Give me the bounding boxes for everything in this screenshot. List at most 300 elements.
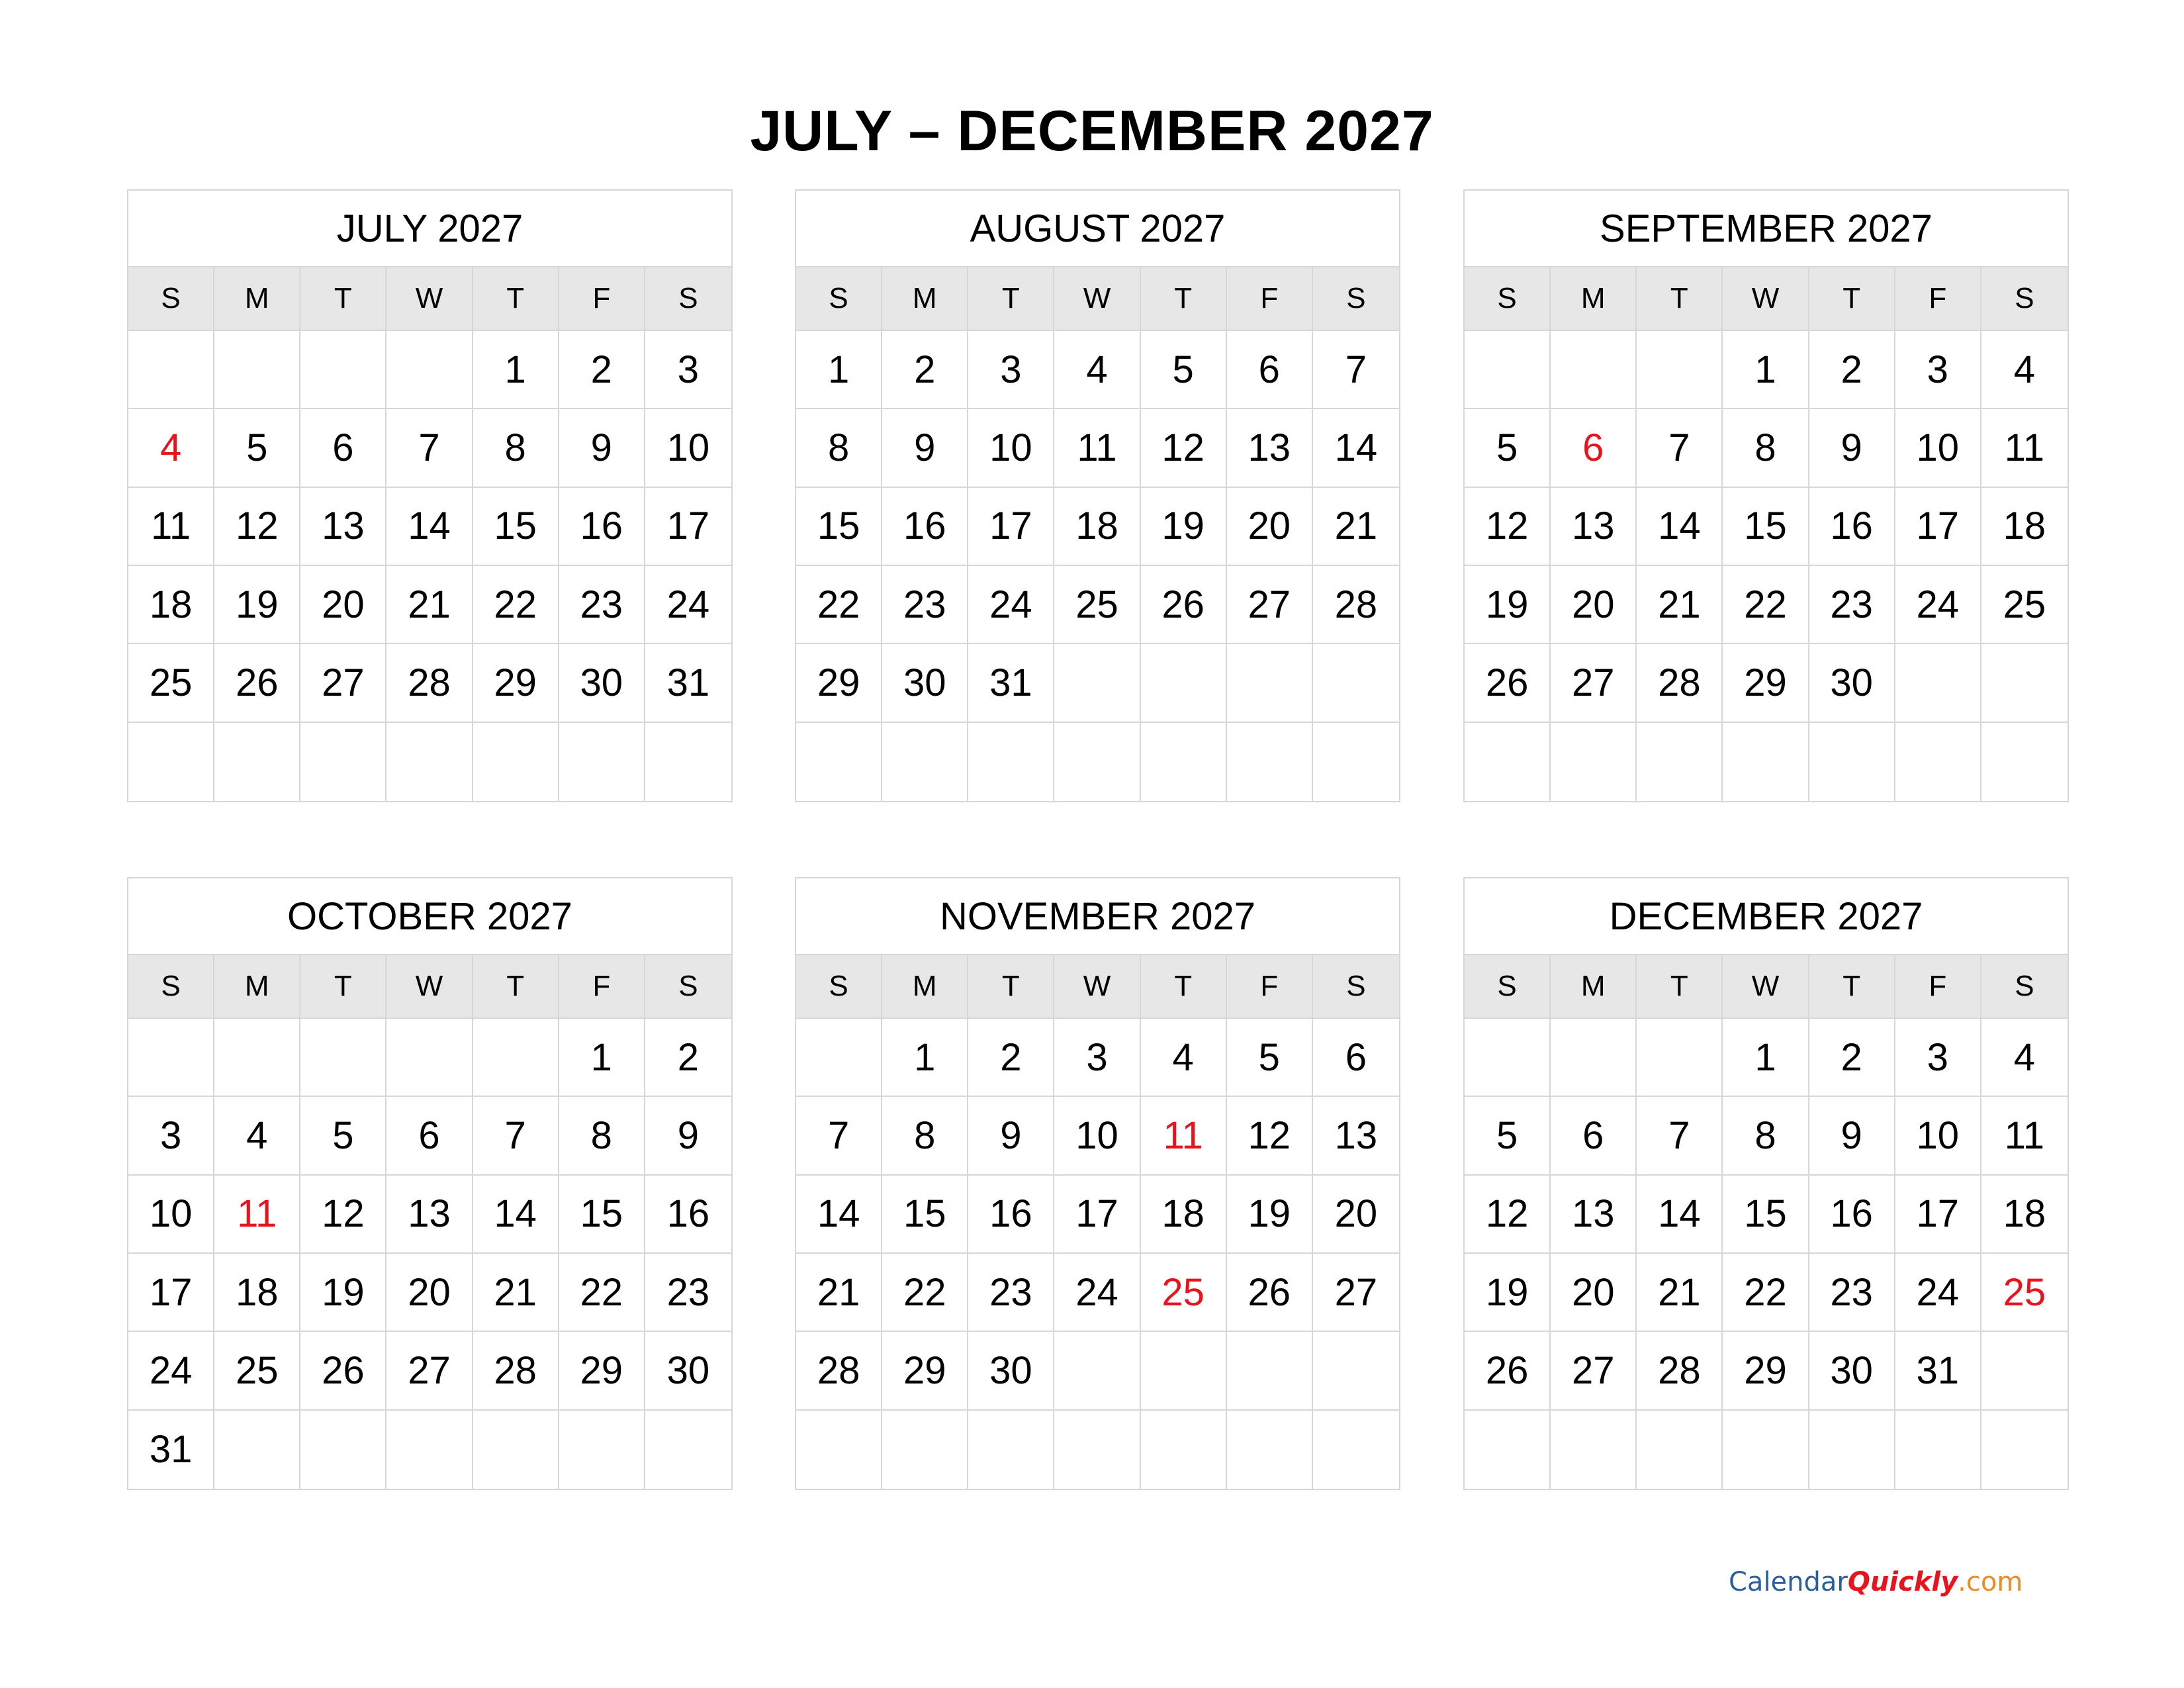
day-cell[interactable]: 31 xyxy=(645,644,731,722)
empty-day-cell xyxy=(1895,1411,1981,1489)
empty-day-cell xyxy=(214,723,300,801)
empty-day-cell xyxy=(300,723,387,801)
day-cell[interactable]: 1 xyxy=(559,1019,645,1097)
day-cell[interactable]: 25 xyxy=(1981,566,2068,644)
day-cell[interactable]: 25 xyxy=(214,1332,300,1410)
empty-day-cell xyxy=(214,1019,300,1097)
empty-day-cell xyxy=(1141,723,1227,801)
day-cell[interactable]: 31 xyxy=(1895,1332,1981,1410)
empty-day-cell xyxy=(645,723,731,801)
day-cell[interactable]: 24 xyxy=(128,1332,214,1410)
day-cell[interactable]: 13 xyxy=(387,1176,473,1254)
day-cell[interactable]: 3 xyxy=(128,1097,214,1175)
day-cell[interactable]: 19 xyxy=(300,1254,387,1332)
brand-part-quickly: Quickly xyxy=(1847,1567,1958,1597)
day-cell[interactable]: 15 xyxy=(1723,488,1809,566)
day-cell[interactable]: 31 xyxy=(968,644,1054,722)
day-cell[interactable]: 5 xyxy=(300,1097,387,1175)
day-cell[interactable]: 21 xyxy=(796,1254,882,1332)
day-cell[interactable]: 5 xyxy=(1465,1097,1551,1175)
empty-day-cell xyxy=(1465,1411,1551,1489)
weekday-label: W xyxy=(1054,267,1140,330)
day-cell[interactable]: 16 xyxy=(882,488,968,566)
day-cell[interactable]: 30 xyxy=(1809,1332,1895,1410)
day-cell[interactable]: 8 xyxy=(473,409,559,487)
day-cell[interactable]: 4 xyxy=(1981,331,2068,409)
brand-logo[interactable] xyxy=(1729,1564,2023,1601)
day-cell[interactable]: 29 xyxy=(473,644,559,722)
day-cell[interactable]: 12 xyxy=(1465,1176,1551,1254)
day-cell[interactable]: 26 xyxy=(300,1332,387,1410)
day-cell[interactable]: 18 xyxy=(1981,1176,2068,1254)
empty-day-cell xyxy=(1723,723,1809,801)
empty-day-cell xyxy=(1723,1411,1809,1489)
day-cell[interactable]: 12 xyxy=(1465,488,1551,566)
empty-day-cell xyxy=(1227,1332,1313,1410)
day-cell[interactable]: 13 xyxy=(1551,488,1637,566)
day-cell[interactable]: 7 xyxy=(1313,331,1399,409)
day-cell[interactable]: 14 xyxy=(473,1176,559,1254)
day-cell[interactable]: 24 xyxy=(645,566,731,644)
day-cell[interactable]: 13 xyxy=(1551,1176,1637,1254)
weekday-label: T xyxy=(300,955,387,1017)
day-cell[interactable]: 24 xyxy=(968,566,1054,644)
day-cell[interactable]: 30 xyxy=(882,644,968,722)
weekday-label: S xyxy=(796,267,882,330)
empty-day-cell xyxy=(387,331,473,409)
day-cell[interactable]: 7 xyxy=(1637,1097,1723,1175)
weekday-label: M xyxy=(214,955,300,1017)
day-cell[interactable]: 20 xyxy=(300,566,387,644)
weekday-label: F xyxy=(1895,267,1981,330)
month-calendar xyxy=(795,189,1400,802)
day-cell[interactable]: 2 xyxy=(882,331,968,409)
day-cell[interactable]: 21 xyxy=(473,1254,559,1332)
days-grid xyxy=(796,331,1399,801)
day-cell[interactable]: 9 xyxy=(882,409,968,487)
month-title: OCTOBER 2027 xyxy=(128,878,731,955)
day-cell[interactable]: 12 xyxy=(300,1176,387,1254)
day-cell[interactable]: 13 xyxy=(300,488,387,566)
day-cell[interactable]: 27 xyxy=(300,644,387,722)
day-cell[interactable]: 5 xyxy=(214,409,300,487)
day-cell[interactable]: 12 xyxy=(1141,409,1227,487)
empty-day-cell xyxy=(968,723,1054,801)
empty-day-cell xyxy=(1227,1411,1313,1489)
empty-day-cell xyxy=(968,1411,1054,1489)
empty-day-cell xyxy=(1227,723,1313,801)
day-cell[interactable]: 11 xyxy=(1141,1097,1227,1175)
month-title: DECEMBER 2027 xyxy=(1465,878,2068,955)
empty-day-cell xyxy=(1981,1411,2068,1489)
day-cell[interactable]: 4 xyxy=(1981,1019,2068,1097)
day-cell[interactable]: 7 xyxy=(387,409,473,487)
day-cell[interactable]: 20 xyxy=(1227,488,1313,566)
weekday-label: F xyxy=(559,955,645,1017)
month-calendar xyxy=(127,877,733,1490)
day-cell[interactable]: 18 xyxy=(1141,1176,1227,1254)
day-cell[interactable]: 21 xyxy=(1637,1254,1723,1332)
empty-day-cell xyxy=(1895,644,1981,722)
day-cell[interactable]: 12 xyxy=(1227,1097,1313,1175)
weekday-label: S xyxy=(128,267,214,330)
day-cell[interactable]: 17 xyxy=(645,488,731,566)
empty-day-cell xyxy=(1551,723,1637,801)
day-cell[interactable]: 6 xyxy=(1551,1097,1637,1175)
page-title: JULY – DECEMBER 2027 xyxy=(750,99,1434,163)
day-cell[interactable]: 2 xyxy=(1809,1019,1895,1097)
day-cell[interactable]: 23 xyxy=(559,566,645,644)
day-cell[interactable]: 7 xyxy=(1637,409,1723,487)
day-cell[interactable]: 23 xyxy=(882,566,968,644)
day-cell[interactable]: 9 xyxy=(1809,1097,1895,1175)
empty-day-cell xyxy=(1313,1411,1399,1489)
day-cell[interactable]: 24 xyxy=(1054,1254,1140,1332)
empty-day-cell xyxy=(128,331,214,409)
empty-day-cell xyxy=(1637,723,1723,801)
day-cell[interactable]: 9 xyxy=(645,1097,731,1175)
days-grid xyxy=(128,1019,731,1489)
empty-day-cell xyxy=(1313,723,1399,801)
empty-day-cell xyxy=(1465,331,1551,409)
empty-day-cell xyxy=(387,723,473,801)
empty-day-cell xyxy=(1551,1019,1637,1097)
weekday-label: M xyxy=(214,267,300,330)
day-cell[interactable]: 20 xyxy=(1551,1254,1637,1332)
empty-day-cell xyxy=(1465,723,1551,801)
day-cell[interactable]: 10 xyxy=(1054,1097,1140,1175)
day-cell[interactable]: 8 xyxy=(1723,409,1809,487)
day-cell[interactable]: 13 xyxy=(1227,409,1313,487)
day-cell[interactable]: 4 xyxy=(1141,1019,1227,1097)
weekday-label: T xyxy=(1809,267,1895,330)
day-cell[interactable]: 22 xyxy=(796,566,882,644)
day-cell[interactable]: 30 xyxy=(968,1332,1054,1410)
empty-day-cell xyxy=(1637,1411,1723,1489)
day-cell[interactable]: 19 xyxy=(1465,1254,1551,1332)
day-cell[interactable]: 26 xyxy=(1465,644,1551,722)
empty-day-cell xyxy=(559,723,645,801)
weekday-header-row xyxy=(128,267,731,331)
day-cell[interactable]: 3 xyxy=(645,331,731,409)
day-cell[interactable]: 8 xyxy=(882,1097,968,1175)
empty-day-cell xyxy=(1313,1332,1399,1410)
month-title: JULY 2027 xyxy=(128,191,731,267)
empty-day-cell xyxy=(473,723,559,801)
day-cell[interactable]: 10 xyxy=(1895,1097,1981,1175)
empty-day-cell xyxy=(128,1019,214,1097)
day-cell[interactable]: 28 xyxy=(387,644,473,722)
day-cell[interactable]: 10 xyxy=(1895,409,1981,487)
day-cell[interactable]: 15 xyxy=(1723,1176,1809,1254)
day-cell[interactable]: 10 xyxy=(968,409,1054,487)
day-cell[interactable]: 8 xyxy=(1723,1097,1809,1175)
weekday-label: W xyxy=(1723,267,1809,330)
day-cell[interactable]: 15 xyxy=(796,488,882,566)
day-cell[interactable]: 6 xyxy=(1227,331,1313,409)
day-cell[interactable]: 16 xyxy=(645,1176,731,1254)
day-cell[interactable]: 28 xyxy=(796,1332,882,1410)
day-cell[interactable]: 27 xyxy=(1227,566,1313,644)
empty-day-cell xyxy=(1809,1411,1895,1489)
day-cell[interactable]: 18 xyxy=(214,1254,300,1332)
month-title: SEPTEMBER 2027 xyxy=(1465,191,2068,267)
weekday-label: T xyxy=(1637,955,1723,1017)
weekday-label: M xyxy=(1551,955,1637,1017)
day-cell[interactable]: 28 xyxy=(473,1332,559,1410)
day-cell[interactable]: 11 xyxy=(1054,409,1140,487)
day-cell[interactable]: 28 xyxy=(1313,566,1399,644)
empty-day-cell xyxy=(300,1411,387,1489)
day-cell[interactable]: 12 xyxy=(214,488,300,566)
weekday-header-row xyxy=(1465,267,2068,331)
empty-day-cell xyxy=(882,723,968,801)
day-cell[interactable]: 17 xyxy=(968,488,1054,566)
day-cell[interactable]: 27 xyxy=(1551,1332,1637,1410)
day-cell[interactable]: 9 xyxy=(968,1097,1054,1175)
day-cell[interactable]: 25 xyxy=(1141,1254,1227,1332)
day-cell[interactable]: 19 xyxy=(1227,1176,1313,1254)
weekday-label: M xyxy=(882,955,968,1017)
brand-part-calendar: Calendar xyxy=(1729,1567,1848,1597)
empty-day-cell xyxy=(214,331,300,409)
day-cell[interactable]: 1 xyxy=(1723,1019,1809,1097)
weekday-label: T xyxy=(968,955,1054,1017)
day-cell[interactable]: 1 xyxy=(1723,331,1809,409)
empty-day-cell xyxy=(1637,1019,1723,1097)
empty-day-cell xyxy=(796,1019,882,1097)
day-cell[interactable]: 2 xyxy=(1809,331,1895,409)
day-cell[interactable]: 4 xyxy=(128,409,214,487)
day-cell[interactable]: 28 xyxy=(1637,1332,1723,1410)
day-cell[interactable]: 5 xyxy=(1141,331,1227,409)
day-cell[interactable]: 26 xyxy=(1227,1254,1313,1332)
day-cell[interactable]: 20 xyxy=(387,1254,473,1332)
day-cell[interactable]: 4 xyxy=(1054,331,1140,409)
day-cell[interactable]: 11 xyxy=(1981,409,2068,487)
day-cell[interactable]: 8 xyxy=(559,1097,645,1175)
weekday-label: T xyxy=(473,955,559,1017)
day-cell[interactable]: 10 xyxy=(128,1176,214,1254)
empty-day-cell xyxy=(1227,644,1313,722)
empty-day-cell xyxy=(1981,723,2068,801)
weekday-label: F xyxy=(1227,955,1313,1017)
empty-day-cell xyxy=(128,723,214,801)
day-cell[interactable]: 11 xyxy=(128,488,214,566)
day-cell[interactable]: 6 xyxy=(1551,409,1637,487)
day-cell[interactable]: 23 xyxy=(645,1254,731,1332)
weekday-label: S xyxy=(1346,970,1366,1002)
weekday-label: F xyxy=(1227,267,1313,330)
day-cell[interactable]: 14 xyxy=(1637,1176,1723,1254)
day-cell[interactable]: 21 xyxy=(1313,488,1399,566)
day-cell[interactable]: 27 xyxy=(387,1332,473,1410)
day-cell[interactable]: 1 xyxy=(882,1019,968,1097)
weekday-label: T xyxy=(1141,267,1227,330)
day-cell[interactable]: 31 xyxy=(128,1411,214,1489)
day-cell[interactable]: 11 xyxy=(1981,1097,2068,1175)
day-cell[interactable]: 9 xyxy=(1809,409,1895,487)
empty-day-cell xyxy=(387,1411,473,1489)
weekday-label: S xyxy=(128,955,214,1017)
day-cell[interactable]: 4 xyxy=(214,1097,300,1175)
day-cell[interactable]: 29 xyxy=(796,644,882,722)
empty-day-cell xyxy=(645,1411,731,1489)
weekday-label: S xyxy=(2015,282,2034,314)
day-cell[interactable]: 1 xyxy=(796,331,882,409)
day-cell[interactable]: 24 xyxy=(1895,1254,1981,1332)
day-cell[interactable]: 25 xyxy=(1054,566,1140,644)
day-cell[interactable]: 23 xyxy=(1809,1254,1895,1332)
day-cell[interactable]: 27 xyxy=(1313,1254,1399,1332)
day-cell[interactable]: 22 xyxy=(559,1254,645,1332)
day-cell[interactable]: 29 xyxy=(882,1332,968,1410)
day-cell[interactable]: 3 xyxy=(968,331,1054,409)
day-cell[interactable]: 9 xyxy=(559,409,645,487)
empty-day-cell xyxy=(559,1411,645,1489)
empty-day-cell xyxy=(1981,1332,2068,1410)
day-cell[interactable]: 17 xyxy=(1895,1176,1981,1254)
day-cell[interactable]: 18 xyxy=(1054,488,1140,566)
day-cell[interactable]: 15 xyxy=(473,488,559,566)
day-cell[interactable]: 10 xyxy=(645,409,731,487)
empty-day-cell xyxy=(300,1019,387,1097)
day-cell[interactable]: 26 xyxy=(1141,566,1227,644)
weekday-label: M xyxy=(1551,267,1637,330)
day-cell[interactable]: 1 xyxy=(473,331,559,409)
day-cell[interactable]: 20 xyxy=(1551,566,1637,644)
empty-day-cell xyxy=(1141,1332,1227,1410)
day-cell[interactable]: 14 xyxy=(387,488,473,566)
weekday-label: W xyxy=(1723,955,1809,1017)
empty-day-cell xyxy=(1637,331,1723,409)
day-cell[interactable]: 18 xyxy=(128,566,214,644)
weekday-label: S xyxy=(2015,970,2034,1002)
empty-day-cell xyxy=(1895,723,1981,801)
day-cell[interactable]: 2 xyxy=(968,1019,1054,1097)
day-cell[interactable]: 26 xyxy=(214,644,300,722)
day-cell[interactable]: 13 xyxy=(1313,1097,1399,1175)
weekday-label: W xyxy=(387,955,473,1017)
weekday-label: S xyxy=(1465,955,1551,1017)
day-cell[interactable]: 29 xyxy=(1723,644,1809,722)
weekday-header-row xyxy=(1465,955,2068,1019)
day-cell[interactable]: 28 xyxy=(1637,644,1723,722)
empty-day-cell xyxy=(882,1411,968,1489)
day-cell[interactable]: 17 xyxy=(1895,488,1981,566)
day-cell[interactable]: 16 xyxy=(1809,1176,1895,1254)
day-cell[interactable]: 8 xyxy=(796,409,882,487)
empty-day-cell xyxy=(1141,644,1227,722)
day-cell[interactable]: 26 xyxy=(1465,1332,1551,1410)
day-cell[interactable]: 24 xyxy=(1895,566,1981,644)
day-cell[interactable]: 30 xyxy=(1809,644,1895,722)
days-grid xyxy=(128,331,731,801)
days-grid xyxy=(1465,331,2068,801)
day-cell[interactable]: 20 xyxy=(1313,1176,1399,1254)
day-cell[interactable]: 29 xyxy=(559,1332,645,1410)
day-cell[interactable]: 3 xyxy=(1895,331,1981,409)
day-cell[interactable]: 22 xyxy=(1723,566,1809,644)
day-cell[interactable]: 14 xyxy=(1313,409,1399,487)
day-cell[interactable]: 2 xyxy=(645,1019,731,1097)
day-cell[interactable]: 19 xyxy=(1141,488,1227,566)
weekday-label: T xyxy=(473,267,559,330)
empty-day-cell xyxy=(387,1019,473,1097)
day-cell[interactable]: 22 xyxy=(1723,1254,1809,1332)
day-cell[interactable]: 3 xyxy=(1054,1019,1140,1097)
empty-day-cell xyxy=(796,1411,882,1489)
day-cell[interactable]: 25 xyxy=(1981,1254,2068,1332)
month-calendar xyxy=(1463,189,2069,802)
day-cell[interactable]: 6 xyxy=(387,1097,473,1175)
month-title: NOVEMBER 2027 xyxy=(796,878,1399,955)
day-cell[interactable]: 3 xyxy=(1895,1019,1981,1097)
day-cell[interactable]: 19 xyxy=(214,566,300,644)
day-cell[interactable]: 27 xyxy=(1551,644,1637,722)
empty-day-cell xyxy=(473,1019,559,1097)
day-cell[interactable]: 19 xyxy=(1465,566,1551,644)
day-cell[interactable]: 15 xyxy=(882,1176,968,1254)
empty-day-cell xyxy=(214,1411,300,1489)
month-calendar xyxy=(1463,877,2069,1490)
day-cell[interactable]: 22 xyxy=(882,1254,968,1332)
day-cell[interactable]: 7 xyxy=(473,1097,559,1175)
weekday-header-row xyxy=(128,955,731,1019)
weekday-label: S xyxy=(1346,282,1366,314)
day-cell[interactable]: 30 xyxy=(645,1332,731,1410)
day-cell[interactable]: 17 xyxy=(128,1254,214,1332)
day-cell[interactable]: 6 xyxy=(1313,1019,1399,1097)
empty-day-cell xyxy=(1551,331,1637,409)
empty-day-cell xyxy=(1054,1332,1140,1410)
weekday-label: S xyxy=(678,282,698,314)
day-cell[interactable]: 7 xyxy=(796,1097,882,1175)
day-cell[interactable]: 16 xyxy=(559,488,645,566)
day-cell[interactable]: 5 xyxy=(1465,409,1551,487)
day-cell[interactable]: 18 xyxy=(1981,488,2068,566)
weekday-label: T xyxy=(968,267,1054,330)
day-cell[interactable]: 15 xyxy=(559,1176,645,1254)
day-cell[interactable]: 16 xyxy=(968,1176,1054,1254)
weekday-label: W xyxy=(387,267,473,330)
day-cell[interactable]: 11 xyxy=(214,1176,300,1254)
weekday-label: T xyxy=(1809,955,1895,1017)
day-cell[interactable]: 23 xyxy=(968,1254,1054,1332)
empty-day-cell xyxy=(1313,644,1399,722)
day-cell[interactable]: 6 xyxy=(300,409,387,487)
month-calendar xyxy=(127,189,733,802)
day-cell[interactable]: 21 xyxy=(1637,566,1723,644)
empty-day-cell xyxy=(1054,1411,1140,1489)
day-cell[interactable]: 14 xyxy=(796,1176,882,1254)
day-cell[interactable]: 22 xyxy=(473,566,559,644)
empty-day-cell xyxy=(1809,723,1895,801)
day-cell[interactable]: 14 xyxy=(1637,488,1723,566)
day-cell[interactable]: 25 xyxy=(128,644,214,722)
weekday-label: F xyxy=(559,267,645,330)
days-grid xyxy=(1465,1019,2068,1489)
empty-day-cell xyxy=(300,331,387,409)
day-cell[interactable]: 21 xyxy=(387,566,473,644)
day-cell[interactable]: 30 xyxy=(559,644,645,722)
day-cell[interactable]: 23 xyxy=(1809,566,1895,644)
day-cell[interactable]: 17 xyxy=(1054,1176,1140,1254)
day-cell[interactable]: 2 xyxy=(559,331,645,409)
day-cell[interactable]: 5 xyxy=(1227,1019,1313,1097)
day-cell[interactable]: 29 xyxy=(1723,1332,1809,1410)
day-cell[interactable]: 16 xyxy=(1809,488,1895,566)
